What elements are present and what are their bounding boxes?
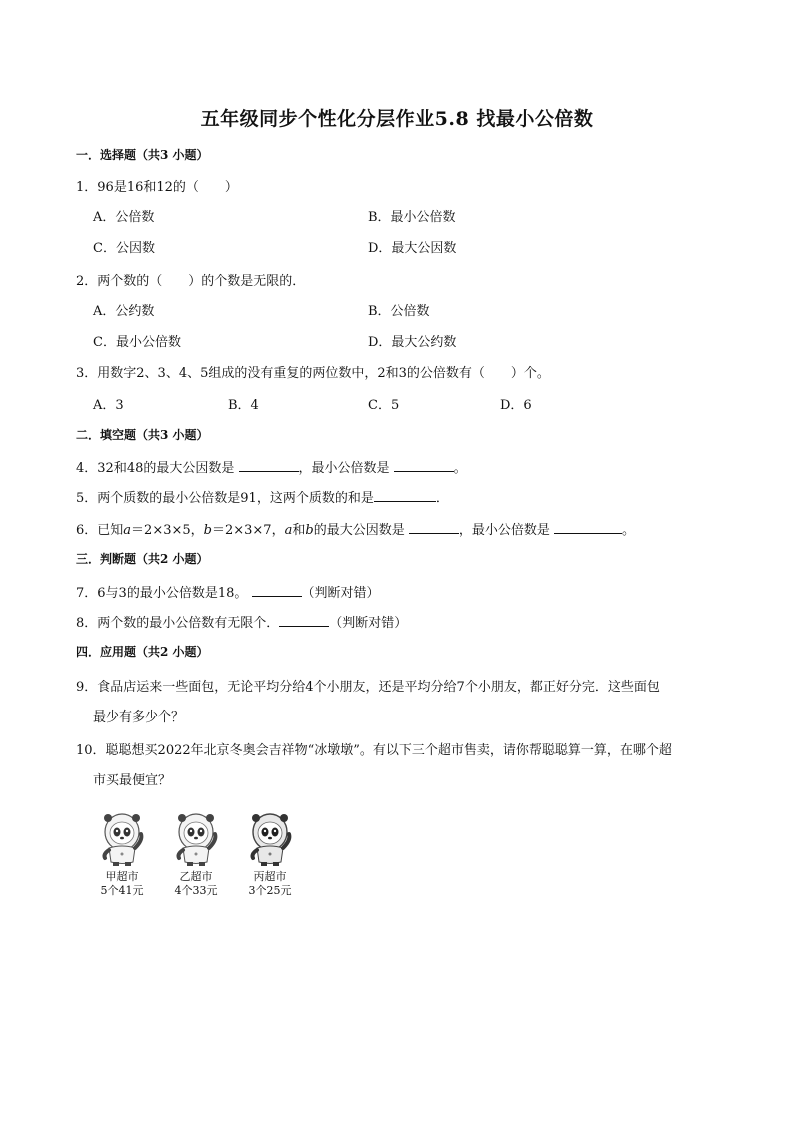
mascot-illustrations — [92, 810, 332, 900]
question-9-line-1: 9．食品店运来一些面包，无论平均分给4个小朋友，还是平均分给7个小朋友，都正好分完．这些面包 — [76, 680, 660, 695]
q5-blank[interactable] — [374, 489, 436, 502]
q2-option-d: D．最大公约数 — [368, 335, 457, 350]
question-10-line-1: 10．聪聪想买2022年北京冬奥会吉祥物“冰墩墩”。有以下三个超市售卖，请你帮聪聪算一算，在哪个超 — [76, 743, 672, 758]
page-title: 五年级同步个性化分层作业5.8 找最小公倍数 — [200, 108, 594, 130]
section-heading-judge: 三．判断题（共2 小题） — [76, 552, 209, 566]
question-3: 3．用数字2、3、4、5组成的没有重复的两位数中，2和3的公倍数有（ ）个。 — [76, 366, 550, 381]
section-heading-fill: 二．填空题（共3 小题） — [76, 428, 209, 442]
section-heading-choice: 一．选择题（共3 小题） — [76, 148, 209, 162]
panda-mascot-icon — [171, 810, 221, 866]
q2-option-a: A．公约数 — [93, 304, 155, 319]
store-price: 3个25元 — [248, 884, 292, 897]
q3-option-c: C．5 — [368, 398, 400, 413]
question-4: 4．32和48的最大公因数是 ，最小公倍数是 。 — [76, 461, 467, 476]
store-bing — [240, 810, 300, 898]
question-10-line-2: 市买最便宜？ — [93, 773, 172, 788]
question-8: 8．两个数的最小公倍数有无限个． （判断对错） — [76, 616, 408, 631]
q6-blank-1[interactable] — [409, 521, 459, 534]
panda-mascot-icon — [97, 810, 147, 866]
question-2: 2．两个数的（ ）的个数是无限的． — [76, 274, 306, 289]
q7-blank[interactable] — [252, 584, 302, 597]
store-name: 甲超市 — [105, 870, 139, 883]
q2-option-b: B．公倍数 — [368, 304, 430, 319]
question-9-line-2: 最少有多少个？ — [93, 710, 185, 725]
question-6: 6．已知a＝2×3×5，b＝2×3×7，a和b的最大公因数是 ，最小公倍数是 。 — [76, 523, 635, 538]
q3-option-b: B．4 — [228, 398, 259, 413]
store-yi — [166, 810, 226, 898]
q6-blank-2[interactable] — [554, 521, 622, 534]
question-5: 5．两个质数的最小公倍数是91，这两个质数的和是 ． — [76, 491, 449, 506]
q1-option-a: A．公倍数 — [93, 210, 155, 225]
q1-option-c: C．公因数 — [93, 241, 155, 256]
store-price: 5个41元 — [100, 884, 144, 897]
question-7: 7．6与3的最小公倍数是18。 （判断对错） — [76, 586, 380, 601]
store-jia — [92, 810, 152, 898]
store-name: 丙超市 — [253, 870, 287, 883]
q3-option-d: D．6 — [500, 398, 532, 413]
q1-option-b: B．最小公倍数 — [368, 210, 456, 225]
q3-option-a: A．3 — [93, 398, 124, 413]
q4-blank-1[interactable] — [239, 459, 299, 472]
section-heading-application: 四．应用题（共2 小题） — [76, 645, 209, 659]
panda-mascot-icon — [245, 810, 295, 866]
q8-blank[interactable] — [279, 614, 329, 627]
question-1: 1．96是16和12的（ ） — [76, 180, 238, 195]
store-price: 4个33元 — [174, 884, 218, 897]
q1-option-d: D．最大公因数 — [368, 241, 457, 256]
store-name: 乙超市 — [179, 870, 213, 883]
q4-blank-2[interactable] — [394, 459, 454, 472]
q2-option-c: C．最小公倍数 — [93, 335, 181, 350]
